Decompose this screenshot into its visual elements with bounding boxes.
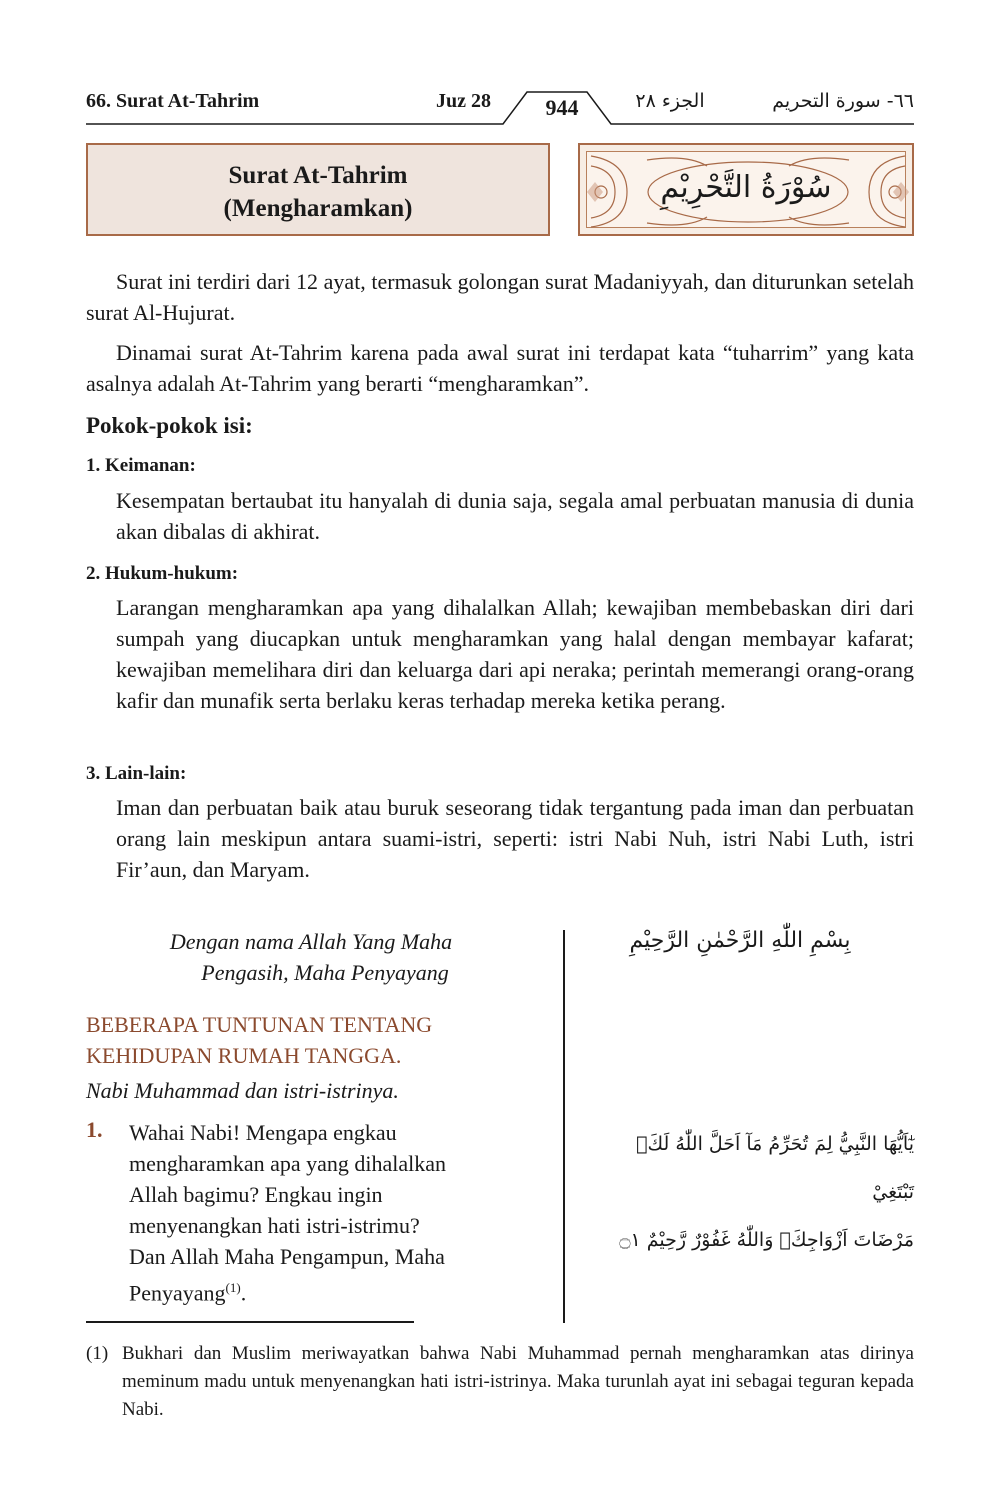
- surah-title-box: [86, 143, 550, 236]
- footnote-text: Bukhari dan Muslim meriwayatkan bahwa Nabi Muhammad pernah mengharamkan atas dirinya meminum madu untuk menyenangkan hati istri-istrinya. Maka turunlah ayat ini sebagai teguran kepada Nabi.: [122, 1343, 914, 1420]
- ornament-frame: [586, 151, 906, 228]
- verse-1-number: 1.: [86, 1117, 103, 1142]
- page-number: 944: [545, 95, 579, 120]
- footnote-marker: (1): [86, 1343, 109, 1364]
- verse-1-line: Wahai Nabi! Mengapa engkau: [129, 1120, 397, 1145]
- basmala-arabic: بِسْمِ اللّٰهِ الرَّحْمٰنِ الرَّحِيْمِ: [629, 928, 851, 953]
- header-juz-latin: Juz 28: [436, 90, 491, 112]
- section-heading-line-1: BEBERAPA TUNTUNAN TENTANG: [86, 1012, 433, 1037]
- header-surah-arabic: ٦٦- سورة التحريم: [772, 90, 914, 112]
- verse-1-line: mengharamkan apa yang dihalalkan: [129, 1151, 447, 1176]
- basmala-translation: [86, 926, 536, 988]
- pokok-item-2-label: 2. Hukum-hukum:: [86, 563, 239, 584]
- surah-title-name: Surat At-Tahrim: [228, 162, 408, 189]
- intro-paragraph-1: Surat ini terdiri dari 12 ayat, termasuk golongan surat Madaniyyah, dan diturunkan setelah surat Al-Hujurat.: [86, 269, 914, 325]
- pokok-item-1-text: Kesempatan bertaubat itu hanyalah di dunia saja, segala amal perbuatan manusia di dunia akan dibalas di akhirat.: [116, 488, 914, 544]
- verse-1-line: Dan Allah Maha Pengampun, Maha: [129, 1244, 445, 1269]
- basmala-translation-line-1: Dengan nama Allah Yang Maha: [169, 929, 453, 954]
- surah-ornament-box: [578, 143, 914, 236]
- intro-paragraph-2: Dinamai surat At-Tahrim karena pada awal surat ini terdapat kata “tuharrim” yang kata asalnya adalah At-Tahrim yang berarti “mengharamkan”.: [86, 340, 914, 396]
- header-surah-latin: 66. Surat At-Tahrim: [86, 90, 260, 112]
- verse-1-line: Allah bagimu? Engkau ingin: [129, 1182, 383, 1207]
- surah-title-arabic: سُوْرَةُ التَّحْرِيْمِ: [660, 170, 832, 205]
- verse-1-arabic-line-1: يٰٓاَيُّهَا النَّبِيُّ لِمَ تُحَرِّمُ مَآ اَحَلَّ اللّٰهُ لَكَۚ تَبْتَغِيْ: [636, 1133, 914, 1203]
- basmala-translation-line-2: Pengasih, Maha Penyayang: [201, 960, 449, 985]
- pokok-item-3-label: 3. Lain-lain:: [86, 763, 187, 784]
- section-heading-line-2: KEHIDUPAN RUMAH TANGGA.: [86, 1043, 402, 1068]
- verse-1-translation: [129, 1117, 549, 1308]
- section-heading: [86, 1009, 432, 1071]
- surah-title-meaning: (Mengharamkan): [223, 195, 413, 222]
- column-divider: [563, 930, 565, 1323]
- pokok-item-1-label: 1. Keimanan:: [86, 455, 196, 476]
- verse-1-arabic-line-2: مَرْضَاتَ اَزْوَاجِكَۗ وَاللّٰهُ غَفُوْرٌ رَّحِيْمٌ ۝١: [619, 1229, 914, 1251]
- pokok-item-2-text: Larangan mengharamkan apa yang dihalalkan Allah; kewajiban membebaskan diri dari sumpah yang diucapkan untuk mengharamkan yang halal dengan membayar kafarat; kewajiban memelihara diri dan keluarga dari api neraka; perintah memerangi orang-orang kafir dan munafik serta berlaku keras terhadap mereka ketika perang.: [116, 595, 914, 713]
- pokok-item-3-text: Iman dan perbuatan baik atau buruk seseorang tidak tergantung pada iman dan perbuatan orang lain meskipun antara suami-istri, seperti: istri Nabi Nuh, istri Nabi Luth, istri Fir’aun, dan Maryam.: [116, 795, 914, 882]
- section-subheading: Nabi Muhammad dan istri-istrinya.: [86, 1078, 399, 1103]
- footnote-ref-1[interactable]: (1): [225, 1280, 241, 1295]
- footnote-rule: [86, 1321, 414, 1323]
- header-juz-arabic: الجزء ٢٨: [635, 90, 705, 112]
- verse-1-line: Penyayang: [129, 1280, 226, 1306]
- verse-1-last-line: [129, 1272, 549, 1308]
- pokok-heading: Pokok-pokok isi:: [86, 413, 253, 438]
- verse-1-arabic: [590, 1120, 914, 1264]
- header-rule: [0, 0, 1000, 140]
- verse-1-line: menyenangkan hati istri-istrimu?: [129, 1213, 420, 1238]
- verse-1-end-punct: .: [240, 1280, 247, 1306]
